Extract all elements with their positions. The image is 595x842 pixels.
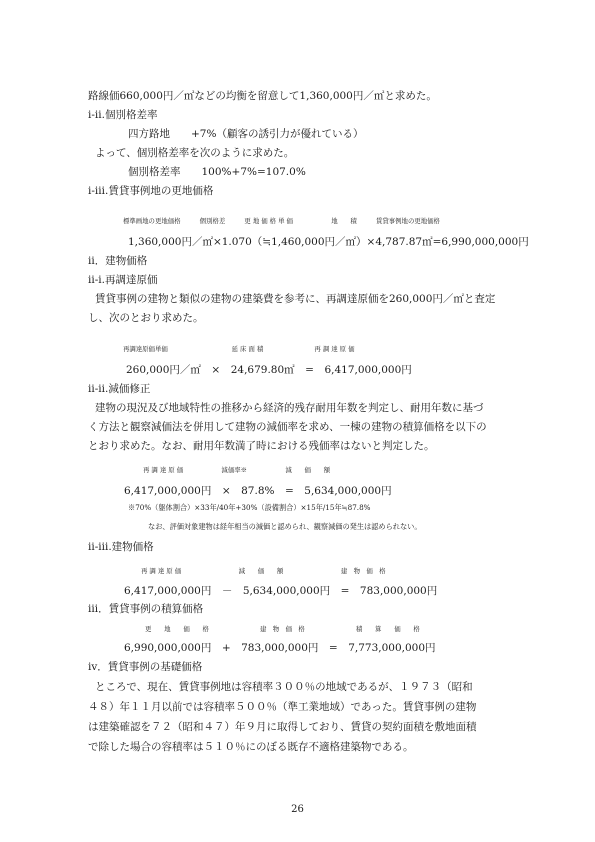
section-heading: ⅲ．賃貸事例の積算価格 — [88, 603, 204, 615]
text-line: 路線価660,000円／㎡などの均衡を留意して1,360,000円／㎡と求めた。 — [88, 90, 437, 102]
formula-caption: 標準画地の更地価格 個別格差 更 地 価 格 単 価 地 積 賃貸事例地の更地価格 — [123, 217, 440, 225]
page-number: 26 — [291, 804, 304, 815]
formula-line: 個別格差率 100%+7%=107.0% — [128, 166, 306, 178]
section-heading: ⅱ-ⅰ.再調達原価 — [88, 274, 158, 286]
formula-line: 1,360,000円／㎡×1.070（≒1,460,000円／㎡）×4,787.87㎡=6,990,000,000円 — [128, 236, 529, 248]
section-heading: ⅰ-ⅱ.個別格差率 — [88, 109, 158, 121]
section-heading: ⅱ-ⅱ.減価修正 — [88, 383, 151, 395]
text-line: で除した場合の容積率は５１０％にのぼる既存不適格建築物である。 — [88, 741, 414, 753]
formula-line: 6,417,000,000円 － 5,634,000,000円 = 783,000,000円 — [124, 585, 438, 597]
text-line: 建物の現況及び地域特性の推移から経済的残存耐用年数を判定し、耐用年数に基づ — [95, 402, 484, 414]
section-heading: ⅱ-ⅲ.建物価格 — [88, 541, 154, 553]
section-heading: ⅳ．賃貸事例の基礎価格 — [88, 661, 203, 673]
text-line: く方法と観察減価法を併用して建物の減価率を求め、一棟の建物の積算価格を以下の — [88, 421, 487, 433]
formula-line: 6,417,000,000円 × 87.8% = 5,634,000,000円 — [124, 485, 392, 497]
text-line: は建築確認を７２（昭和４７）年９月に取得しており、賃貸の契約面積を敷地面積 — [88, 721, 477, 733]
text-line: 四方路地 +7%（顧客の誘引力が優れている） — [128, 128, 364, 140]
section-heading: ⅰ-ⅲ.賃貸事例地の更地価格 — [88, 185, 214, 197]
text-line: よって、個別格差率を次のように求めた。 — [95, 147, 295, 159]
formula-line: 260,000円／㎡ × 24,679.80㎡ = 6,417,000,000円 — [126, 364, 412, 376]
text-line: 賃貸事例の建物と類似の建物の建築費を参考に、再調達原価を260,000円／㎡と査定 — [95, 293, 496, 305]
text-line: とおり求めた。なお、耐用年数満了時における残価率はないと判定した。 — [88, 440, 435, 452]
text-line: し、次のとおり求めた。 — [88, 312, 204, 324]
text-line: ところで、現在、賃貸事例地は容積率３００％の地域であるが、１９７３（昭和 — [95, 681, 473, 693]
text-line: ４８）年１１月以前では容積率５００％（準工業地域）であった。賃貸事例の建物 — [88, 701, 477, 713]
formula-caption: 再調達原価単価 延 床 面 積 再 調 達 原 価 — [123, 345, 355, 353]
formula-caption: 更 地 価 格 建 物 価 格 積 算 価 格 — [145, 625, 420, 633]
section-heading: ⅱ．建物価格 — [88, 255, 148, 267]
footnote-line: ※70%（躯体割合）×33年/40年+30%（設備割合）×15年/15年≒87.8% — [128, 503, 371, 512]
formula-caption: 再 調 達 原 価 減 価 額 建 物 価 格 — [141, 567, 386, 575]
formula-line: 6,990,000,000円 + 783,000,000円 = 7,773,000,000円 — [124, 642, 436, 654]
note-line: なお、評価対象建物は経年相当の減価と認められ、観察減価の発生は認められない。 — [148, 522, 422, 531]
formula-caption: 再 調 達 原 価 減価率※ 減 価 額 — [143, 466, 331, 474]
